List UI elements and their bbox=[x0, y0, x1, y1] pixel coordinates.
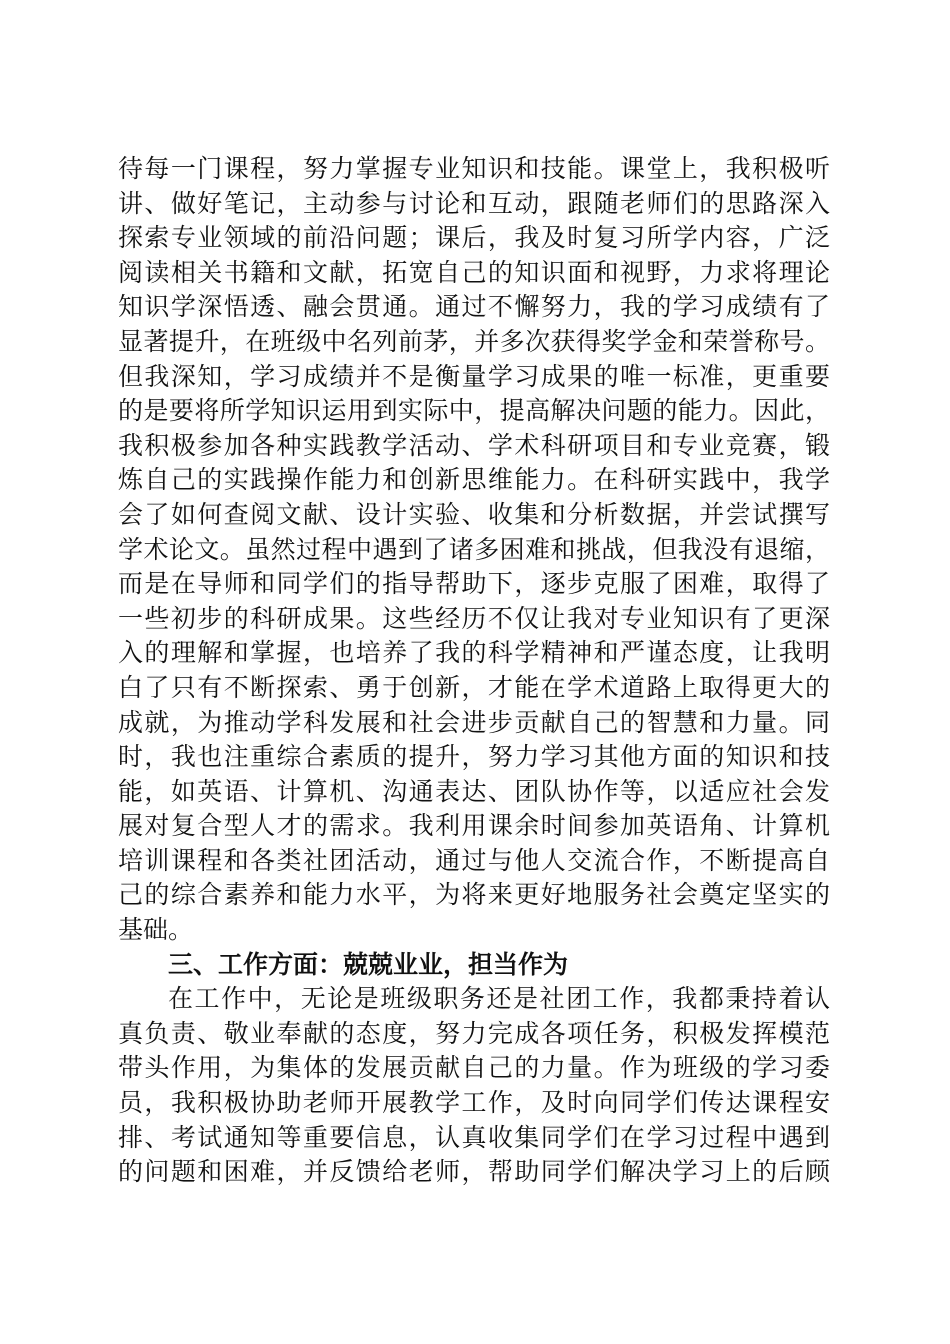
text-line: 入的理解和掌握，也培养了我的科学精神和严谨态度，让我明 bbox=[118, 638, 830, 668]
text-line: 会了如何查阅文献、设计实验、收集和分析数据，并尝试撰写 bbox=[118, 499, 830, 529]
text-line: 能，如英语、计算机、沟通表达、团队协作等，以适应社会发 bbox=[118, 776, 830, 806]
text-line: 知识学深悟透、融会贯通。通过不懈努力，我的学习成绩有了 bbox=[118, 292, 830, 322]
text-line: 排、考试通知等重要信息，认真收集同学们在学习过程中遇到 bbox=[118, 1122, 830, 1152]
text-line: 但我深知，学习成绩并不是衡量学习成果的唯一标准，更重要 bbox=[118, 361, 830, 391]
text-line: 员，我积极协助老师开展教学工作，及时向同学们传达课程安 bbox=[118, 1088, 830, 1118]
text-line: 一些初步的科研成果。这些经历不仅让我对专业知识有了更深 bbox=[118, 603, 830, 633]
text-line: 时，我也注重综合素质的提升，努力学习其他方面的知识和技 bbox=[118, 742, 830, 772]
text-line: 而是在导师和同学们的指导帮助下，逐步克服了困难，取得了 bbox=[118, 569, 830, 599]
text-line: 的问题和困难，并反馈给老师，帮助同学们解决学习上的后顾 bbox=[118, 1157, 830, 1187]
text-line: 真负责、敬业奉献的态度，努力完成各项任务，积极发挥模范 bbox=[118, 1018, 830, 1048]
text-line: 探索专业领域的前沿问题；课后，我及时复习所学内容，广泛 bbox=[118, 223, 830, 253]
text-line: 阅读相关书籍和文献，拓宽自己的知识面和视野，力求将理论 bbox=[118, 257, 830, 287]
text-line: 在工作中，无论是班级职务还是社团工作，我都秉持着认 bbox=[168, 984, 830, 1014]
text-line: 培训课程和各类社团活动，通过与他人交流合作，不断提高自 bbox=[118, 845, 830, 875]
text-line: 成就，为推动学科发展和社会进步贡献自己的智慧和力量。同 bbox=[118, 707, 830, 737]
text-line: 己的综合素养和能力水平，为将来更好地服务社会奠定坚实的 bbox=[118, 880, 830, 910]
section-heading: 三、工作方面：兢兢业业，担当作为 bbox=[168, 949, 569, 979]
text-line: 白了只有不断探索、勇于创新，才能在学术道路上取得更大的 bbox=[118, 672, 830, 702]
text-line: 显著提升，在班级中名列前茅，并多次获得奖学金和荣誉称号。 bbox=[118, 326, 830, 356]
text-line: 待每一门课程，努力掌握专业知识和技能。课堂上，我积极听 bbox=[118, 154, 830, 183]
document-page bbox=[118, 152, 830, 1190]
text-line: 带头作用，为集体的发展贡献自己的力量。作为班级的学习委 bbox=[118, 1053, 830, 1083]
text-line: 我积极参加各种实践教学活动、学术科研项目和专业竞赛，锻 bbox=[118, 430, 830, 460]
text-line: 学术论文。虽然过程中遇到了诸多困难和挑战，但我没有退缩， bbox=[118, 534, 830, 564]
text-line: 炼自己的实践操作能力和创新思维能力。在科研实践中，我学 bbox=[118, 465, 830, 495]
text-line: 讲、做好笔记，主动参与讨论和互动，跟随老师们的思路深入 bbox=[118, 188, 830, 218]
text-line: 基础。 bbox=[118, 915, 194, 945]
text-line: 展对复合型人才的需求。我利用课余时间参加英语角、计算机 bbox=[118, 811, 830, 841]
text-line: 的是要将所学知识运用到实际中，提高解决问题的能力。因此， bbox=[118, 396, 830, 426]
